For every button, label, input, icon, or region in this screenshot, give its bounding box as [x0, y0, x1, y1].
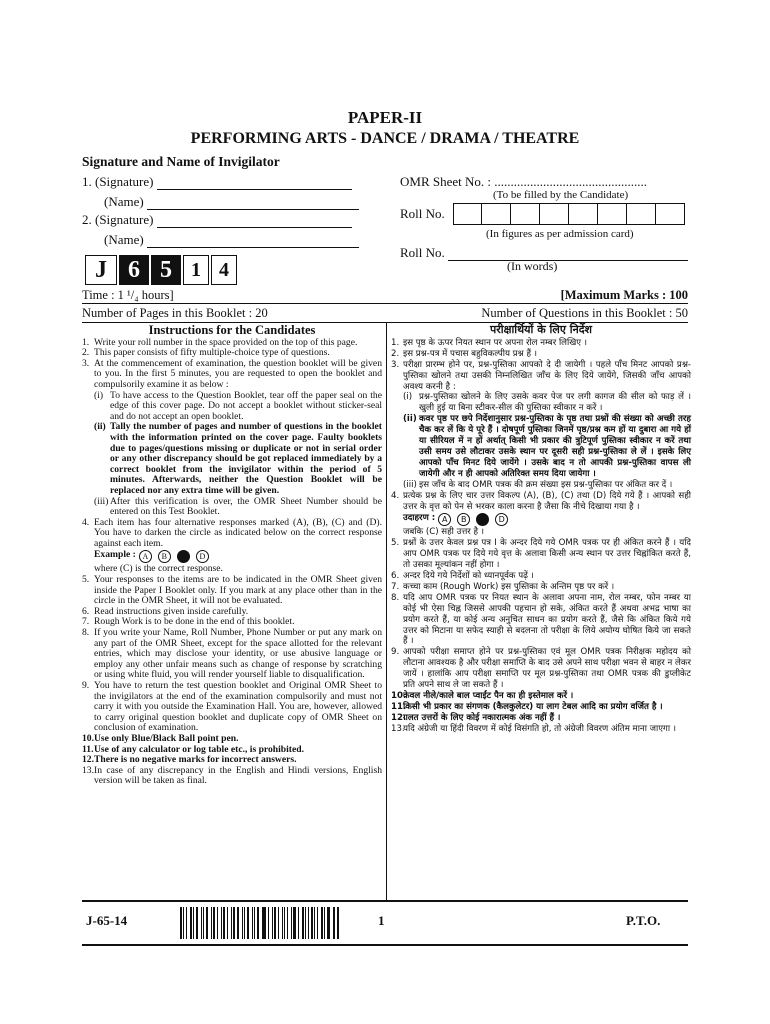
- barcode-bar: [257, 907, 259, 939]
- barcode-bar: [242, 907, 243, 939]
- roll-no-words-label: Roll No.: [400, 245, 445, 260]
- roll-digit-box[interactable]: [598, 203, 627, 225]
- roll-digit-box[interactable]: [482, 203, 511, 225]
- list-subitem: (i) प्रश्न-पुस्तिका खोलने के लिए उसके कवर पेज पर लगी कागज की सील को फाड़ लें । खुली हुई या बिना स्टीकर-सील की पुस्तिका स्वीकार न करें ।: [403, 392, 691, 414]
- barcode-bar: [237, 907, 240, 939]
- list-item: 2. This paper consists of fifty multiple-choice type of questions.: [82, 347, 330, 359]
- list-item: 3. परीक्षा प्रारम्भ होने पर, प्रश्न-पुस्तिका आपको दे दी जायेगी । पहले पाँच मिनट आपको प्रश्न-पुस्तिका खोलने तथा उसकी निम्नलिखित जाँच के लिए दिये जायेंगे, जिसकी जाँच आपको अवश्य करनी है :: [391, 359, 691, 392]
- barcode-bar: [196, 907, 198, 939]
- roll-digit-box[interactable]: [511, 203, 540, 225]
- barcode-bar: [221, 907, 222, 939]
- list-item: 5. Your responses to the items are to be indicated in the OMR Sheet given inside the Paper I Booklet only. If you mark at any place other than in the circle in the OMR Sheet, it will not be evaluated.: [82, 574, 382, 607]
- barcode-bar: [227, 907, 228, 939]
- roll-no-boxes: [453, 203, 685, 225]
- barcode-bar: [213, 907, 216, 939]
- omr-sheet-no[interactable]: OMR Sheet No. : ...............................................: [400, 174, 647, 189]
- list-item: 7. कच्चा काम (Rough Work) इस पुस्तिका के अन्तिम पृष्ठ पर करें ।: [391, 581, 615, 592]
- footer-code: J-65-14: [86, 913, 128, 928]
- list-item: 8. यदि आप OMR पत्रक पर नियत स्थान के अलावा अपना नाम, रोल नम्बर, फोन नम्बर या कोई भी ऐसा चिह्न जिससे आपकी पहचान हो सके, अंकित करते हैं अथवा अभद्र भाषा का प्रयोग करते हैं, या कोई अन्य अनुचित साधन का प्रयोग करते हैं, जैसे कि अंकित किये गये उत्तर को मिटाना या सफेद स्याही से बदलना तो परीक्षा के लिये अयोग्य घोषित किये जा सकते हैं ।: [391, 592, 691, 647]
- code-digit: 6: [119, 255, 149, 285]
- invigilator-1-name: [104, 194, 359, 210]
- roll-digit-box[interactable]: [569, 203, 598, 225]
- barcode-bar: [180, 907, 182, 939]
- code-digit: 1: [183, 255, 209, 285]
- name-line[interactable]: [147, 198, 359, 210]
- roll-digit-box[interactable]: [627, 203, 656, 225]
- example-label: उदाहरण :: [403, 513, 436, 524]
- barcode-bar: [274, 907, 276, 939]
- invigilator-1-name-label: (Name): [104, 194, 144, 209]
- list-item: 9. आपको परीक्षा समाप्त होने पर प्रश्न-पुस्तिका एवं मूल OMR पत्रक निरीक्षक महोदय को लौटाना आवश्यक है और परीक्षा समाप्ति के बाद उसे अपने साथ परीक्षा भवन से बाहर न लेकर जायें । हालांकि आप परीक्षा समाप्ति पर मूल प्रश्न-पुस्तिका तथा OMR पत्रक की डुप्लीकेट प्रति अपने साथ ले जा सकते हैं ।: [391, 647, 691, 691]
- barcode-bar: [333, 907, 334, 939]
- list-item: 12. There is no negative marks for incorrect answers.: [82, 754, 297, 766]
- barcode-bar: [308, 907, 309, 939]
- barcode-bar: [314, 907, 315, 939]
- option-a-circle: A: [139, 550, 152, 563]
- barcode-bar: [223, 907, 225, 939]
- barcode-bar: [201, 907, 202, 939]
- list-item: 12. गलत उत्तरों के लिए कोई नकारात्मक अंक नहीं हैं ।: [391, 712, 561, 723]
- barcode-bar: [293, 907, 296, 939]
- max-marks-label: [Maximum Marks : 100: [560, 288, 688, 302]
- list-item: 13. In case of any discrepancy in the English and Hindi versions, English version will be taken as final.: [82, 764, 382, 787]
- paper-title: PAPER-II: [347, 108, 423, 127]
- list-item: जबकि (C) सही उत्तर है ।: [403, 527, 485, 538]
- divider: [82, 303, 688, 304]
- example-label: Example :: [94, 549, 136, 561]
- invigilator-2-signature-label: 2. (Signature): [82, 212, 154, 227]
- list-item: 2. इस प्रश्न-पत्र में पचास बहुविकल्पीय प्रश्न हैं ।: [391, 348, 537, 359]
- page-number: 1: [378, 913, 385, 928]
- roll-no-figures-note: (In figures as per admission card): [486, 228, 634, 240]
- questions-count: Number of Questions in this Booklet : 50: [481, 306, 688, 320]
- list-item: 6. अन्दर दिये गये निर्देशों को ध्यानपूर्वक पढ़ें ।: [391, 571, 534, 582]
- roll-digit-box[interactable]: [540, 203, 569, 225]
- list-subitem: (iii) इस जाँच के बाद OMR पत्रक की क्रम संख्या इस प्रश्न-पुस्तिका पर अंकित कर दें ।: [403, 479, 673, 490]
- code-letter: J: [85, 255, 117, 285]
- barcode-bar: [268, 907, 269, 939]
- footer-divider: [82, 944, 688, 946]
- invigilator-2-name: [104, 232, 359, 248]
- barcode-bar: [311, 907, 313, 939]
- list-item: 13. यदि अंग्रेजी या हिंदी विवरण में कोई विसंगति हो, तो अंग्रेजी विवरण अंतिम माना जाएगा ।: [391, 723, 677, 734]
- signature-line[interactable]: [157, 178, 352, 190]
- footer-divider: [82, 900, 688, 902]
- barcode-bar: [211, 907, 212, 939]
- invigilator-2-signature: [82, 212, 352, 228]
- list-item: 4. प्रत्येक प्रश्न के लिए चार उत्तर विकल्प (A), (B), (C) तथा (D) दिये गये हैं । आपको सही उत्तर के वृत्त को पेन से भरकर काला करना है जैसा कि नीचे दिखाया गया है ।: [391, 490, 691, 512]
- example-row: [391, 513, 691, 526]
- option-c-filled-circle: [177, 550, 190, 563]
- list-item: 10. केवल नीले/काले बाल प्वाईंट पैन का ही इस्तेमाल करें ।: [391, 691, 574, 701]
- list-item: 9. You have to return the test question booklet and Original OMR Sheet to the invigilators at the end of the examination compulsorily and must not carry it with you outside the Examination Hall. You are, however, allowed to carry original question booklet and duplicate copy of OMR Sheet on conclusion of examination.: [82, 680, 382, 734]
- barcode-bar: [291, 907, 292, 939]
- barcode-bar: [263, 907, 266, 939]
- barcode-bar: [190, 907, 193, 939]
- barcode-bar: [231, 907, 232, 939]
- subject-title: PERFORMING ARTS - DANCE / DRAMA / THEATRE: [190, 130, 580, 147]
- invigilator-2-name-label: (Name): [104, 232, 144, 247]
- barcode-bar: [186, 907, 187, 939]
- barcode-bar: [282, 907, 283, 939]
- invigilator-heading: Signature and Name of Invigilator: [82, 154, 280, 169]
- omr-filled-by-note: (To be filled by the Candidate): [493, 189, 629, 201]
- paper-code-box: [85, 255, 237, 285]
- list-item: 10. Use only Blue/Black Ball point pen.: [82, 732, 239, 744]
- list-item: 11. किसी भी प्रकार का संगणक (कैलकुलेटर) या लाग टेबल आदि का प्रयोग वर्जित है ।: [391, 701, 663, 712]
- list-subitem: (ii) Tally the number of pages and number of questions in the booklet with the information printed on the cover page. Faulty booklets due to pages/questions missing or duplicate or not in serial order or any other discrepancy should be got replaced immediately by a correct booklet from the invigilator within the period of 5 minutes. Afterwards, neither the Question Booklet will be replaced nor any extra time will be given.: [94, 421, 382, 496]
- barcode-bar: [244, 907, 245, 939]
- barcode-bar: [321, 907, 323, 939]
- option-c-filled-circle: [476, 513, 489, 526]
- list-item: 1. इस पृष्ठ के ऊपर नियत स्थान पर अपना रोल नम्बर लिखिए ।: [391, 337, 588, 348]
- barcode-bar: [247, 907, 249, 939]
- barcode: [180, 907, 342, 939]
- roll-digit-box[interactable]: [453, 203, 482, 225]
- hindi-instructions: [391, 325, 691, 735]
- list-item: where (C) is the correct response.: [94, 563, 223, 575]
- list-item: 4. Each item has four alternative responses marked (A), (B), (C) and (D). You have to darken the circle as indicated below on the correct response against each item.: [82, 516, 382, 549]
- pto-label: P.T.O.: [626, 913, 661, 928]
- roll-no-words-note: (In words): [507, 259, 558, 273]
- english-instructions-title: Instructions for the Candidates: [148, 323, 316, 337]
- barcode-bar: [217, 907, 218, 939]
- pages-count: Number of Pages in this Booklet : 20: [82, 306, 268, 320]
- time-label: Time : 1 ¹/₄ hours]: [82, 288, 174, 302]
- barcode-bar: [287, 907, 288, 939]
- option-b-circle: B: [158, 550, 171, 563]
- roll-no-label: Roll No.: [400, 206, 445, 221]
- barcode-bar: [284, 907, 286, 939]
- list-item: 6. Read instructions given inside carefully.: [82, 605, 249, 617]
- list-subitem: (i) To have access to the Question Booklet, tear off the paper seal on the edge of this cover page. Do not accept a booklet without sticker-seal and do not accept an open booklet.: [94, 389, 382, 422]
- barcode-bar: [183, 907, 184, 939]
- option-d-circle: D: [196, 550, 209, 563]
- invigilator-1-signature: [82, 174, 352, 190]
- roll-digit-box[interactable]: [656, 203, 685, 225]
- barcode-bar: [272, 907, 273, 939]
- barcode-bar: [193, 907, 194, 939]
- barcode-bar: [254, 907, 255, 939]
- barcode-bar: [298, 907, 299, 939]
- column-divider: [386, 322, 387, 900]
- option-b-circle: B: [457, 513, 470, 526]
- code-digit: 5: [151, 255, 181, 285]
- barcode-bar: [206, 907, 208, 939]
- barcode-bar: [327, 907, 330, 939]
- barcode-bar: [302, 907, 304, 939]
- barcode-bar: [203, 907, 204, 939]
- barcode-bar: [317, 907, 318, 939]
- list-subitem: (iii) After this verification is over, the OMR Sheet Number should be entered on this Test Booklet.: [94, 495, 382, 518]
- barcode-bar: [305, 907, 306, 939]
- barcode-bar: [233, 907, 235, 939]
- list-item: 11. Use of any calculator or log table etc., is prohibited.: [82, 743, 304, 755]
- option-a-circle: A: [438, 513, 451, 526]
- barcode-bar: [334, 907, 335, 939]
- option-d-circle: D: [495, 513, 508, 526]
- barcode-bar: [337, 907, 339, 939]
- invigilator-1-signature-label: 1. (Signature): [82, 174, 154, 189]
- list-item: 7. Rough Work is to be done in the end of this booklet.: [82, 616, 295, 628]
- list-item: 8. If you write your Name, Roll Number, Phone Number or put any mark on any part of the OMR Sheet, except for the space allotted for the relevant entries, which may disclose your identity, or use abusive language or employ any other unfair means such as change of response by scratching or using white fluid, you will render yourself liable to disqualification.: [82, 627, 382, 681]
- english-instructions: [82, 325, 382, 787]
- barcode-bar: [324, 907, 325, 939]
- barcode-bar: [262, 907, 263, 939]
- list-subitem: (ii) कवर पृष्ठ पर छपे निर्देशानुसार प्रश्न-पुस्तिका के पृष्ठ तथा प्रश्नों की संख्या को अच्छी तरह चैक कर लें कि ये पूरे हैं । दोषपूर्ण पुस्तिका जिनमें पृष्ठ/प्रश्न कम हों या दुबारा आ गये हों या सीरियल में न हों अर्थात् किसी भी प्रकार की त्रुटिपूर्ण पुस्तिका स्वीकार न करें तथा उसी समय उसे लौटाकर उसके स्थान पर दूसरी सही प्रश्न-पुस्तिका ले लें । इसके लिए आपको पाँच मिनट दिये जायेंगे । उसके बाद न तो आपकी प्रश्न-पुस्तिका वापस ली जायेगी और न ही आपको अतिरिक्त समय दिया जायेगा ।: [403, 414, 691, 479]
- roll-no-words-line[interactable]: [448, 249, 688, 261]
- code-digit: 4: [211, 255, 237, 285]
- hindi-instructions-title: परीक्षार्थियों के लिए निर्देश: [489, 323, 593, 336]
- name-line[interactable]: [147, 236, 359, 248]
- example-row: [82, 550, 382, 563]
- list-item: 1. Write your roll number in the space provided on the top of this page.: [82, 336, 358, 348]
- list-item: 5. प्रश्नों के उत्तर केवल प्रश्न पत्र I के अन्दर दिये गये OMR पत्रक पर ही अंकित करने हैं । यदि आप OMR पत्रक पर दिये गये वृत्त के अलावा किसी अन्य स्थान पर उत्तर चिह्नांकित करते हैं, तो उसका मूल्यांकन नहीं होगा ।: [391, 538, 691, 571]
- signature-line[interactable]: [157, 216, 352, 228]
- list-item: 3. At the commencement of examination, the question booklet will be given to you. In the first 5 minutes, you are requested to open the booklet and compulsorily examine it as below :: [82, 357, 382, 390]
- barcode-bar: [252, 907, 253, 939]
- barcode-bar: [278, 907, 279, 939]
